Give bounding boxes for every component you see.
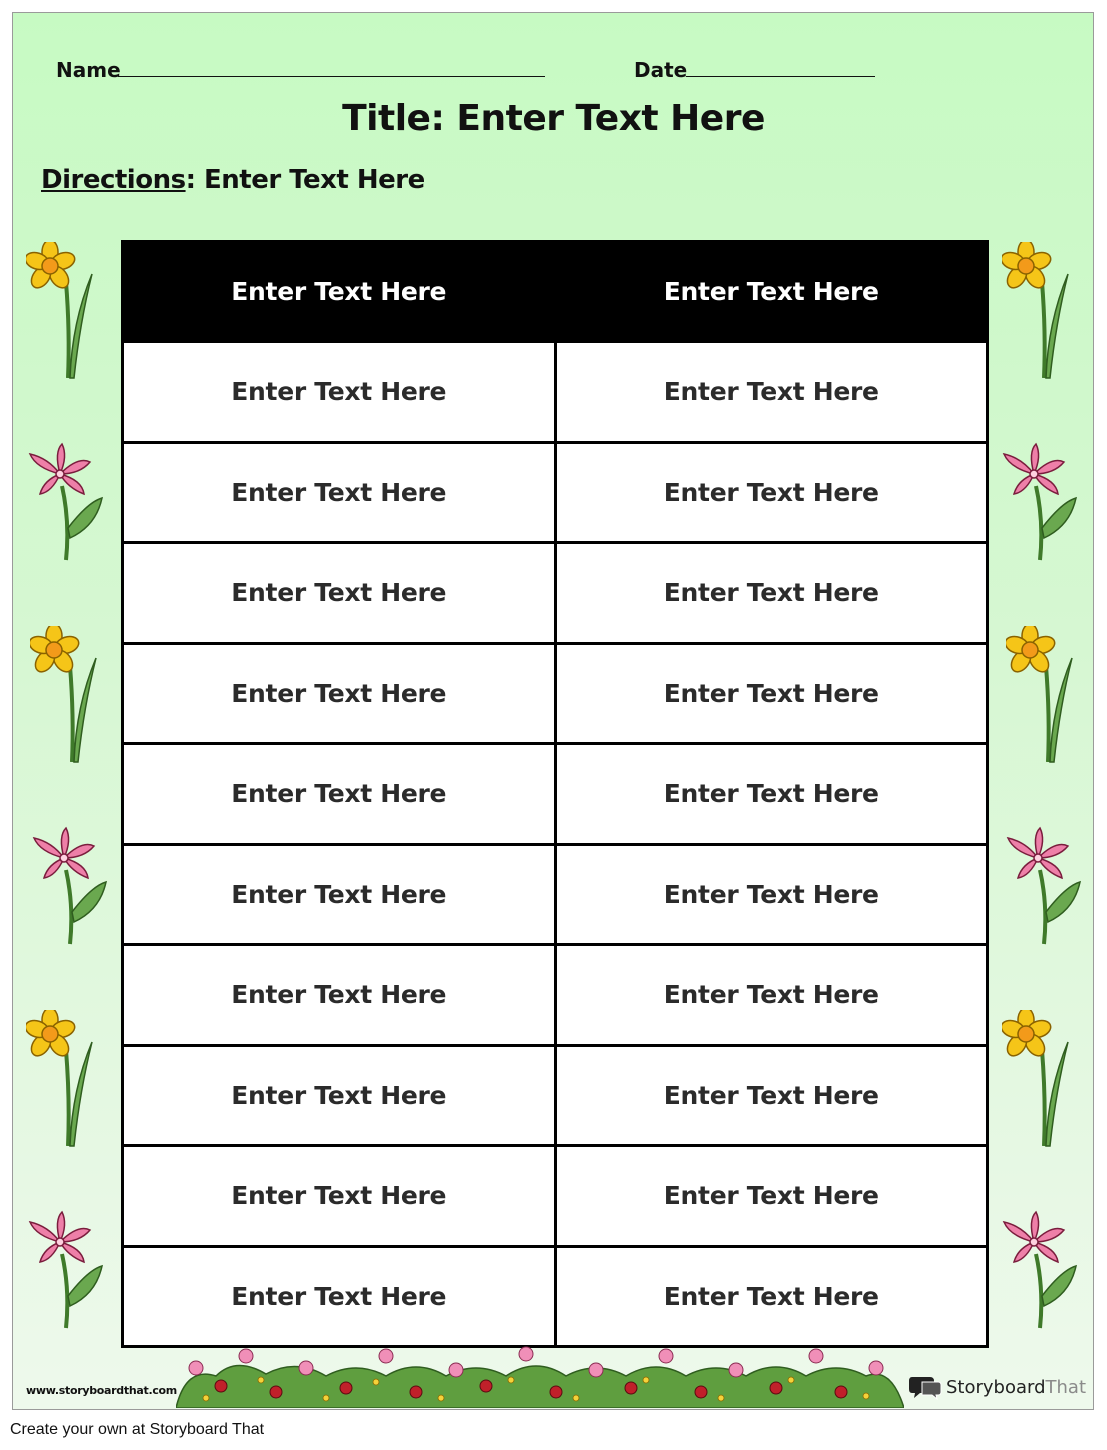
table-cell[interactable]: Enter Text Here	[124, 846, 554, 944]
table-cell[interactable]: Enter Text Here	[557, 946, 987, 1044]
table-cell[interactable]: Enter Text Here	[557, 1047, 987, 1145]
table-cell[interactable]: Enter Text Here	[124, 1248, 554, 1346]
lily-icon	[30, 826, 110, 948]
table-cell[interactable]: Enter Text Here	[557, 1248, 987, 1346]
table-cell[interactable]: Enter Text Here	[124, 544, 554, 642]
worksheet-table	[121, 240, 989, 1348]
table-cell[interactable]: Enter Text Here	[557, 645, 987, 743]
logo-text-storyboard: Storyboard	[946, 1376, 1046, 1398]
directions-text: : Enter Text Here	[185, 165, 425, 195]
directions	[41, 165, 425, 195]
table-cell[interactable]: Enter Text Here	[124, 1147, 554, 1245]
lily-icon	[1004, 826, 1084, 948]
daffodil-icon	[1002, 242, 1074, 382]
date-label: Date	[634, 58, 688, 82]
table-cell[interactable]: Enter Text Here	[124, 444, 554, 542]
daffodil-icon	[26, 1010, 98, 1150]
lily-icon	[1000, 442, 1080, 564]
footer-credit[interactable]: Create your own at Storyboard That	[10, 1421, 265, 1438]
logo-text-that: That	[1045, 1376, 1087, 1398]
table-cell[interactable]: Enter Text Here	[124, 343, 554, 441]
table-cell[interactable]: Enter Text Here	[124, 645, 554, 743]
daffodil-icon	[1006, 626, 1078, 766]
table-cell[interactable]: Enter Text Here	[557, 343, 987, 441]
daffodil-icon	[30, 626, 102, 766]
directions-label: Directions	[41, 165, 186, 195]
speech-bubble-icon	[908, 1374, 942, 1400]
table-cell[interactable]: Enter Text Here	[124, 745, 554, 843]
date-line[interactable]	[686, 76, 875, 77]
table-cell[interactable]: Enter Text Here	[557, 544, 987, 642]
table-header-cell: Enter Text Here	[124, 243, 554, 340]
table-cell[interactable]: Enter Text Here	[557, 1147, 987, 1245]
lily-icon	[1000, 1210, 1080, 1332]
page-title: Title: Enter Text Here	[342, 98, 765, 139]
website-url[interactable]: www.storyboardthat.com	[26, 1384, 177, 1397]
daffodil-icon	[1002, 1010, 1074, 1150]
table-cell[interactable]: Enter Text Here	[557, 745, 987, 843]
name-label: Name	[56, 58, 121, 82]
table-cell[interactable]: Enter Text Here	[557, 846, 987, 944]
table-cell[interactable]: Enter Text Here	[124, 1047, 554, 1145]
table-cell[interactable]: Enter Text Here	[124, 946, 554, 1044]
daffodil-icon	[26, 242, 98, 382]
name-line[interactable]	[118, 76, 545, 77]
flower-meadow-icon	[176, 1346, 904, 1408]
lily-icon	[26, 442, 106, 564]
lily-icon	[26, 1210, 106, 1332]
table-cell[interactable]: Enter Text Here	[557, 444, 987, 542]
storyboardthat-logo[interactable]	[908, 1374, 1086, 1400]
table-header-cell: Enter Text Here	[557, 243, 987, 340]
